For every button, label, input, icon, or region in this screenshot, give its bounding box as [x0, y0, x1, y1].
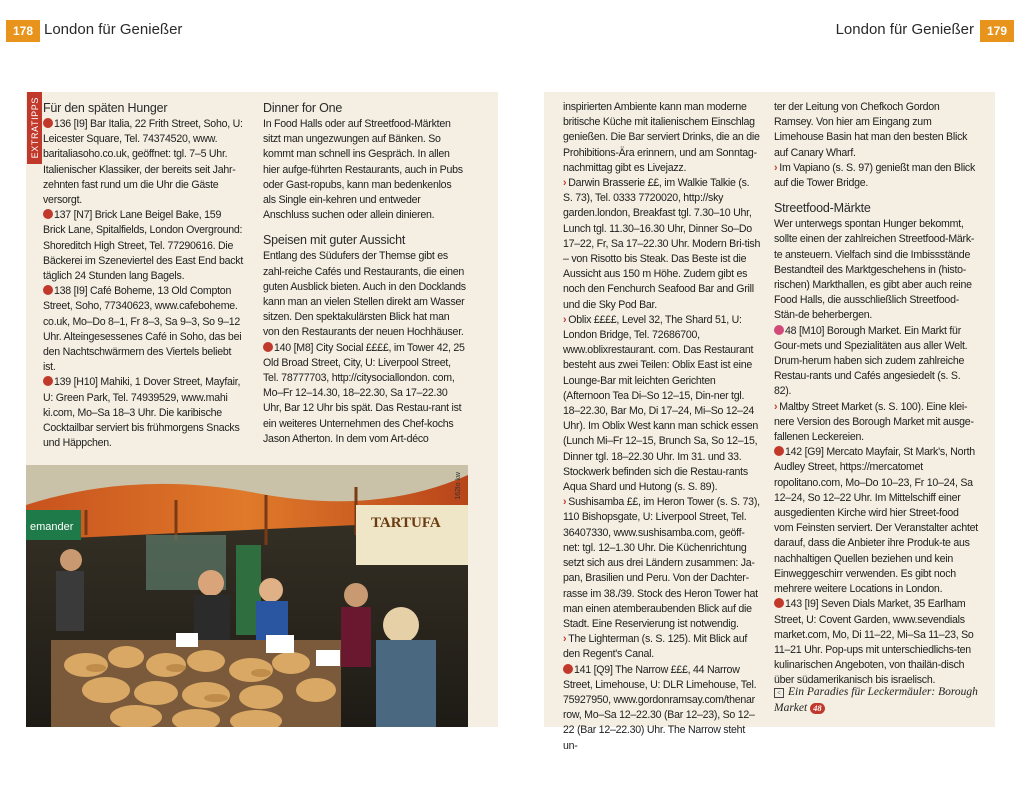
- restaurant-pin-icon: [43, 376, 53, 386]
- column-1: [43, 100, 246, 451]
- column-4: [774, 100, 979, 689]
- restaurant-pin-icon: [263, 342, 273, 352]
- entry-darwin-brasserie: › Darwin Brasserie ££, im Walkie Talkie (s. S. 73), Tel. 0333 7720020, http://sky garden.london, Breakfast tgl. 7.30–10 Uhr, Lunch tgl. 11.30–16.30 Uhr, Dinner So–Do 17–22, Fr, Sa 17–22.30 Uhr. Modern Bri-tish – von Risotto bis Steak. Das Beste ist die Aussicht aus 150 m Höhe. Zudem gibt es noch den Fenchurch Seafood Bar and Grill und die Sky Pod Bar.: [563, 177, 761, 311]
- right-running-head: London für Genießer: [835, 21, 974, 38]
- arrow-icon: ›: [563, 633, 567, 646]
- heading-view: Speisen mit guter Aussicht: [263, 233, 406, 248]
- entry-140: 140 [M8] City Social ££££, im Tower 42, 25 Old Broad Street, City, U: Liverpool Street, Tel. 78777703, http://citysociallondon. com, Mo–Fr 12–14.30, 18–22.30, Sa 17–22.30 Uhr, Bar 12 Uhr bis spät. Das Restau-rant ist ein weiteres Unternehmen des Chef-kochs Jason Atherton. In dem vom Art-déco: [263, 341, 465, 445]
- entry-oblix: › Oblix ££££, Level 32, The Shard 51, U: London Bridge, Tel. 72686700, www.oblixrestaurant. com. Das Restaurant besteht aus zwei Teilen: Oblix East ist eine Lounge-Bar mit leichten Gerichten (Afternoon Tea Di–So 12–15, Din-ner tgl. 18–22.30, Bar Mo, Di 17–24, Mi–So 12–24 Uhr). Im Oblix West kann man schick essen (Lunch Mi–Fr 12–15, Brunch Sa, So 12–15, Dinner tgl. 18–22.30 Uhr. Im 31. und 33. Stockwerk befinden sich die Restau-rants Aqua Shard und Hutong (s. S. 89).: [563, 313, 759, 494]
- restaurant-pin-icon: [774, 446, 784, 456]
- heading-late-hunger: Für den späten Hunger: [43, 101, 168, 115]
- right-page-number: 179: [980, 20, 1014, 42]
- restaurant-pin-icon: [563, 664, 573, 674]
- entry-138: 138 [I9] Café Boheme, 13 Old Compton Street, Soho, 77340623, www.cafeboheme. co.uk, Mo–Do 8–1, Fr 8–3, Sa 9–3, So 9–12 Uhr. Alteingesessenes Café in Soho, das bei den Nachtschwärmern des Viertels beliebt ist.: [43, 285, 242, 374]
- restaurant-pin-icon: [43, 118, 53, 128]
- restaurant-pin-icon: [43, 209, 53, 219]
- entry-136: 136 [I9] Bar Italia, 22 Frith Street, Soho, U: Leicester Square, Tel. 74374520, www. baritaliasoho.co.uk, geöffnet: tgl. 7–5 Uhr. Italienischer Klassiker, der bereits seit Jahr-zehnten fast rund um die Uhr die Gäste versorgt.: [43, 118, 243, 207]
- heading-streetfood: Streetfood-Märkte: [774, 201, 871, 216]
- entry-142: 142 [G9] Mercato Mayfair, St Mark's, North Audley Street, https://mercatomet ropolitano.com, Mo–Do 10–23, Fr 10–24, Sa 12–24, So 12–22 Uhr. Im Mittelschiff einer ausgedienten Kirche wird hier Street-food vom Feinsten serviert. Der Veranstalter achtet darauf, dass die Anbieter ihre Produk-te aus nachhaltigen Quellen beziehen und kein Einweggeschirr verwenden. Es gibt noch mehrere weitere Locations in London.: [774, 446, 978, 596]
- entry-143: 143 [I9] Seven Dials Market, 35 Earlham Street, U: Covent Garden, www.sevendials market.com, Mo, Di 11–22, Mi–Sa 11–23, So 11–21 Uhr. Pop-ups mit unterschiedlichs-ten kulinarischen Angeboten, von thailän-disch über südamerikanisch bis israelisch.: [774, 598, 974, 687]
- left-running-head: London für Genießer: [44, 21, 183, 38]
- left-page-number: 178: [6, 20, 40, 42]
- entry-141: 141 [Q9] The Narrow £££, 44 Narrow Street, Limehouse, U: DLR Limehouse, Tel. 75927950, www.gordonramsay.com/thenar row, Mo–Sa 12–22.30 (Bar 12–23), So 12–22 (Bar 12–22.30) Uhr. The Narrow steht un-: [563, 663, 757, 752]
- entry-139: 139 [H10] Mahiki, 1 Dover Street, Mayfair, U: Green Park, Tel. 74939529, www.mahi ki.com, Mo–Sa 18–3 Uhr. Die karibische Cocktailbar serviert bis frühmorgens Snacks und Häppchen.: [43, 376, 241, 450]
- photo-credit: 162lo kw: [455, 472, 462, 500]
- arrow-icon: ›: [563, 177, 567, 190]
- entry-137: 137 [N7] Brick Lane Beigel Bake, 159 Brick Lane, Spitalfields, London Overground: Shoreditch High Street, Tel. 77290616. Die Bäckerei im Szeneviertel des East End backt täglich 24 Stunden lang Bagels.: [43, 209, 244, 283]
- column-3: [563, 100, 761, 754]
- column-2: [263, 100, 466, 447]
- arrow-icon: ›: [774, 161, 778, 174]
- entry-borough-market: 48 [M10] Borough Market. Ein Markt für Gour-mets und Spezialitäten aus aller Welt. Drum-herum haben sich zudem zahlreiche Restau-rants und Cafés angesiedelt (s. S. 82).: [774, 324, 968, 398]
- the-narrow-continued: ter der Leitung von Chefkoch Gordon Ramsey. Von hier am Eingang zum Limehouse Basin hat man den besten Blick auf Canary Wharf.: [774, 101, 968, 159]
- arrow-icon: ›: [563, 313, 567, 326]
- sight-pin-icon: [774, 325, 784, 335]
- entry-vapiano: › Im Vapiano (s. S. 97) genießt man den Blick auf die Tower Bridge.: [774, 161, 976, 190]
- city-social-continued: inspirierten Ambiente kann man moderne britische Küche mit italienischem Einschlag genießen. Die Bar serviert Drinks, die an die Prohibitions-Ära erinnern, und am Sonntag-nachmittag gibt es Livejazz.: [563, 101, 760, 174]
- view-intro-text: Entlang des Südufers der Themse gibt es zahl-reiche Cafés und Restaurants, die einen guten Ausblick bieten. Auch in den Docklands kann man an vielen Stellen direkt am Wasser sitzen. Den spektakulärsten Blick hat man von den Restaurants der neuen Hochhäuser.: [263, 250, 466, 339]
- heading-dinner-for-one: Dinner for One: [263, 101, 343, 115]
- entry-sushisamba: › Sushisamba ££, im Heron Tower (s. S. 73), 110 Bishopsgate, U: Liverpool Street, Tel. 36407330, www.sushisamba.com, geöff-net: tgl. 12–1.30 Uhr. Die Küchenrichtung setzt sich aus drei Ländern zusammen: Ja-pan, Brasilien und Peru. Von der Dachter-rasse im 38./39. Stock des Heron Tower hat man einen atemberaubenden Blick auf die Stadt. Eine Reservierung ist notwendig.: [563, 496, 760, 630]
- extratipps-tab: EXTRATIPPS: [27, 92, 42, 164]
- dinner-for-one-text: In Food Halls oder auf Streetfood-Märkten sitzt man ungezwungen auf Bänken. So kommt man schnell ins Gespräch. In allen hier aufge-führten Restaurants, auch in Pubs oder Gast-ropubs, kann man bedenkenlos als Single ein-kehren und entweder Anschluss suchen oder allein dinieren.: [263, 118, 463, 222]
- restaurant-pin-icon: [774, 598, 784, 608]
- photo-caption: < Ein Paradies für Leckermäuler: Borough Market 48: [774, 686, 978, 714]
- photo-pointer-icon: <: [774, 688, 784, 698]
- entry-maltby-street: › Maltby Street Market (s. S. 100). Eine klei-nere Version des Borough Market mit ausge-fallenen Leckereien.: [774, 400, 974, 444]
- streetfood-intro-text: Wer unterwegs spontan Hunger bekommt, sollte einen der zahlreichen Streetfood-Märk-te ansteuern. Vielfach sind die Imbissstände Bestandteil des Marktgeschehens in (histo-rischen) Markthallen, es gibt aber auch reine Food Halls, die ausschließlich Streetfood-Stän-de beherbergen.: [774, 218, 975, 322]
- restaurant-pin-icon: [43, 285, 53, 295]
- arrow-icon: ›: [563, 496, 567, 509]
- borough-market-photo: [26, 465, 468, 727]
- arrow-icon: ›: [774, 400, 778, 413]
- tartufa-sign: TARTUFA: [371, 515, 441, 531]
- green-stall-sign: emander: [30, 521, 74, 533]
- caption-badge: 48: [810, 703, 825, 714]
- entry-lighterman: › The Lighterman (s. S. 125). Mit Blick auf den Regent's Canal.: [563, 633, 748, 661]
